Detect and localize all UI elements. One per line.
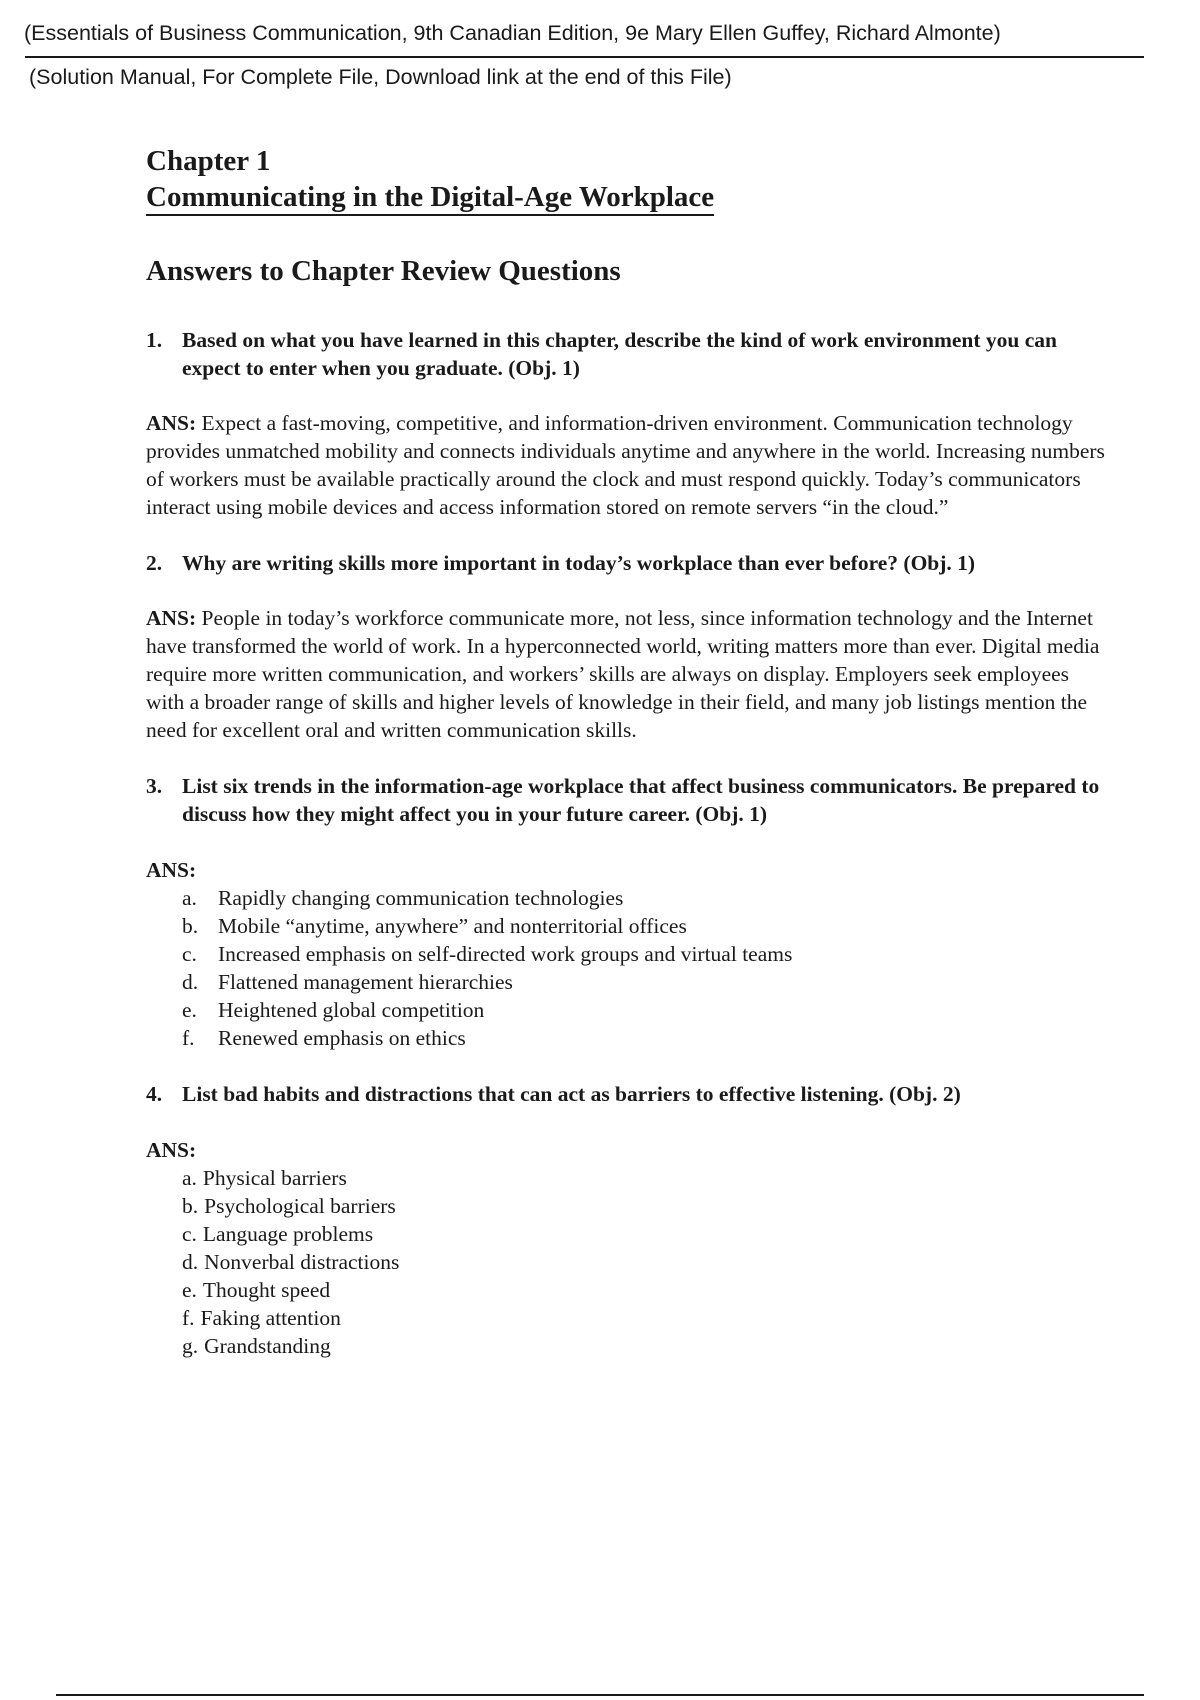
answer-label: ANS: bbox=[146, 606, 197, 630]
answer-text: People in today’s workforce communicate more, not less, since information technology and the Internet have transformed the world of work. In a hyperconnected world, writing matters more than ever. Digital media require more written communication, and workers’ skills are always on display. Employers seek employees with a broader range of skills and higher levels of knowledge in their field, and many job listings mention the need for excellent oral and written communication skills. bbox=[146, 606, 1100, 742]
header-divider bbox=[25, 56, 1144, 58]
list-item-text: Mobile “anytime, anywhere” and nonterritorial offices bbox=[218, 914, 687, 938]
list-item-text: Thought speed bbox=[202, 1278, 331, 1302]
list-marker: d. bbox=[182, 1250, 199, 1274]
answer-1 bbox=[146, 409, 1106, 521]
list-marker: e. bbox=[182, 1278, 197, 1302]
list-item-text: Faking attention bbox=[200, 1306, 341, 1330]
question-number: 1. bbox=[146, 328, 163, 352]
section-title: Answers to Chapter Review Questions bbox=[146, 255, 621, 287]
list-item bbox=[182, 996, 1106, 1024]
list-item bbox=[182, 968, 1106, 996]
question-2 bbox=[146, 549, 1106, 577]
list-item bbox=[182, 1164, 1106, 1192]
list-item-text: Flattened management hierarchies bbox=[218, 970, 513, 994]
list-item bbox=[182, 1304, 1106, 1332]
answer-text: Expect a fast-moving, competitive, and information-driven environment. Communication technology provides unmatched mobility and connects individuals anytime and anywhere in the world. Increasing numbers of workers must be available practically around the clock and must respond quickly. Today’s communicators interact using mobile devices and access information stored on remote servers “in the cloud.” bbox=[146, 411, 1105, 519]
question-number: 4. bbox=[146, 1082, 163, 1106]
list-item bbox=[182, 884, 1106, 912]
list-marker: c. bbox=[182, 1222, 197, 1246]
list-item bbox=[182, 1332, 1106, 1360]
answer-label: ANS: bbox=[146, 1138, 197, 1162]
list-item-text: Nonverbal distractions bbox=[204, 1250, 400, 1274]
list-item-text: Language problems bbox=[202, 1222, 374, 1246]
document-header-note: (Solution Manual, For Complete File, Download link at the end of this File) bbox=[29, 65, 732, 89]
chapter-label: Chapter 1 bbox=[146, 145, 271, 177]
list-item bbox=[182, 1248, 1106, 1276]
footer-divider bbox=[56, 1694, 1144, 1696]
list-marker: d. bbox=[182, 970, 199, 994]
question-text: Why are writing skills more important in today’s workplace than ever before? (Obj. 1) bbox=[182, 551, 976, 575]
list-item bbox=[182, 1220, 1106, 1248]
question-1 bbox=[146, 326, 1106, 382]
answer-3-list bbox=[146, 884, 1106, 1052]
list-item bbox=[182, 1276, 1106, 1304]
answer-2 bbox=[146, 604, 1106, 744]
list-marker: c. bbox=[182, 942, 197, 966]
list-item bbox=[182, 1024, 1106, 1052]
document-header-title: (Essentials of Business Communication, 9th Canadian Edition, 9e Mary Ellen Guffey, Richard Almonte) bbox=[24, 21, 1001, 45]
list-marker: a. bbox=[182, 886, 197, 910]
list-marker: e. bbox=[182, 998, 197, 1022]
list-item bbox=[182, 940, 1106, 968]
answer-4-list bbox=[146, 1164, 1106, 1360]
list-item-text: Grandstanding bbox=[204, 1334, 331, 1358]
answer-label: ANS: bbox=[146, 411, 197, 435]
list-item-text: Renewed emphasis on ethics bbox=[218, 1026, 466, 1050]
list-marker: f. bbox=[182, 1026, 195, 1050]
list-item-text: Rapidly changing communication technologies bbox=[218, 886, 624, 910]
question-text: Based on what you have learned in this chapter, describe the kind of work environment you can expect to enter when you graduate. (Obj. 1) bbox=[182, 328, 1058, 380]
list-item-text: Physical barriers bbox=[202, 1166, 347, 1190]
answer-label: ANS: bbox=[146, 858, 197, 882]
list-item-text: Increased emphasis on self-directed work groups and virtual teams bbox=[218, 942, 793, 966]
list-item bbox=[182, 1192, 1106, 1220]
question-number: 3. bbox=[146, 774, 163, 798]
question-text: List bad habits and distractions that can act as barriers to effective listening. (Obj. 2) bbox=[182, 1082, 961, 1106]
list-marker: b. bbox=[182, 1194, 199, 1218]
list-marker: f. bbox=[182, 1306, 195, 1330]
question-number: 2. bbox=[146, 551, 163, 575]
list-marker: a. bbox=[182, 1166, 197, 1190]
list-item-text: Psychological barriers bbox=[204, 1194, 396, 1218]
document-body bbox=[146, 143, 1106, 1360]
list-marker: b. bbox=[182, 914, 199, 938]
question-4 bbox=[146, 1080, 1106, 1108]
list-marker: g. bbox=[182, 1334, 199, 1358]
question-text: List six trends in the information-age workplace that affect business communicators. Be prepared to discuss how they might affect you in your future career. (Obj. 1) bbox=[182, 774, 1100, 826]
list-item bbox=[182, 912, 1106, 940]
chapter-title: Communicating in the Digital-Age Workplace bbox=[146, 180, 714, 216]
question-3 bbox=[146, 772, 1106, 828]
list-item-text: Heightened global competition bbox=[218, 998, 485, 1022]
